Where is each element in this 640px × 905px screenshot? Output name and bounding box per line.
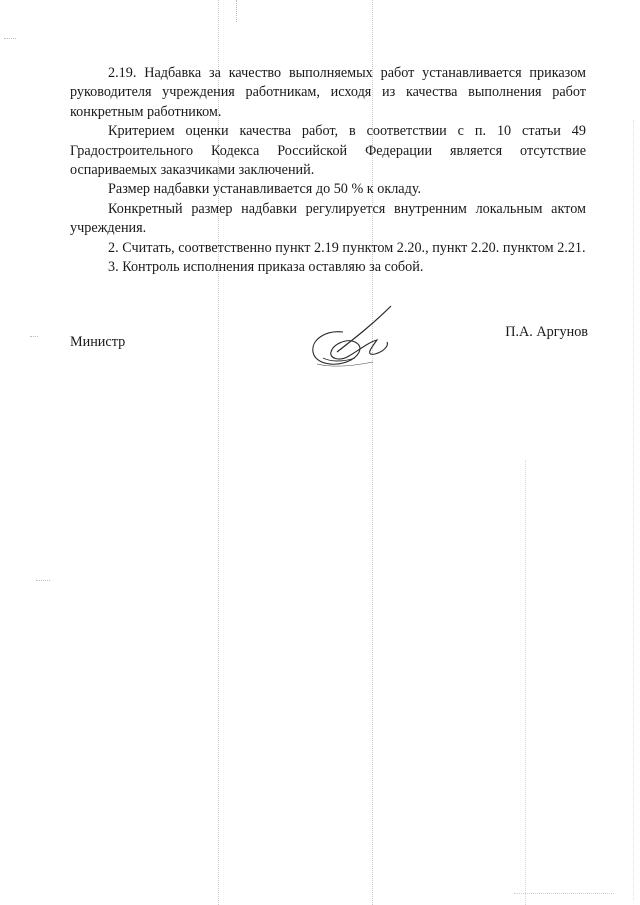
signatory-name: П.А. Аргунов	[505, 324, 588, 340]
paragraph-renumbering: 2. Считать, соответственно пункт 2.19 пунктом 2.20., пункт 2.20. пунктом 2.21.	[108, 239, 586, 256]
handwritten-signature	[303, 302, 399, 372]
document-body	[70, 64, 586, 277]
scan-speck	[4, 38, 16, 39]
paragraph-control: 3. Контроль исполнения приказа оставляю за собой.	[108, 259, 424, 276]
scan-fold-line	[633, 120, 634, 900]
paragraph-surcharge-size: Размер надбавки устанавливается до 50 % к окладу.	[108, 181, 422, 198]
paragraph-assessment-criterion: Критерием оценки качества работ, в соответствии с п. 10 статьи 49 Градостроительного Кодекса Российской Федерации является отсутствие оспариваемых заказчиками заключений.	[70, 123, 586, 179]
paragraph-surcharge-quality: 2.19. Надбавка за качество выполняемых работ устанавливается приказом руководителя учреждения работникам, исходя из качества выполнения работ конкретным работником.	[70, 65, 586, 120]
scan-speck	[30, 336, 38, 337]
paragraph-local-act: Конкретный размер надбавки регулируется внутренним локальным актом учреждения.	[70, 200, 586, 237]
scan-fold-line	[236, 0, 237, 22]
scan-speck	[36, 580, 50, 581]
scan-speck	[514, 893, 614, 894]
signatory-position: Министр	[70, 334, 126, 350]
scan-fold-line	[525, 460, 526, 905]
